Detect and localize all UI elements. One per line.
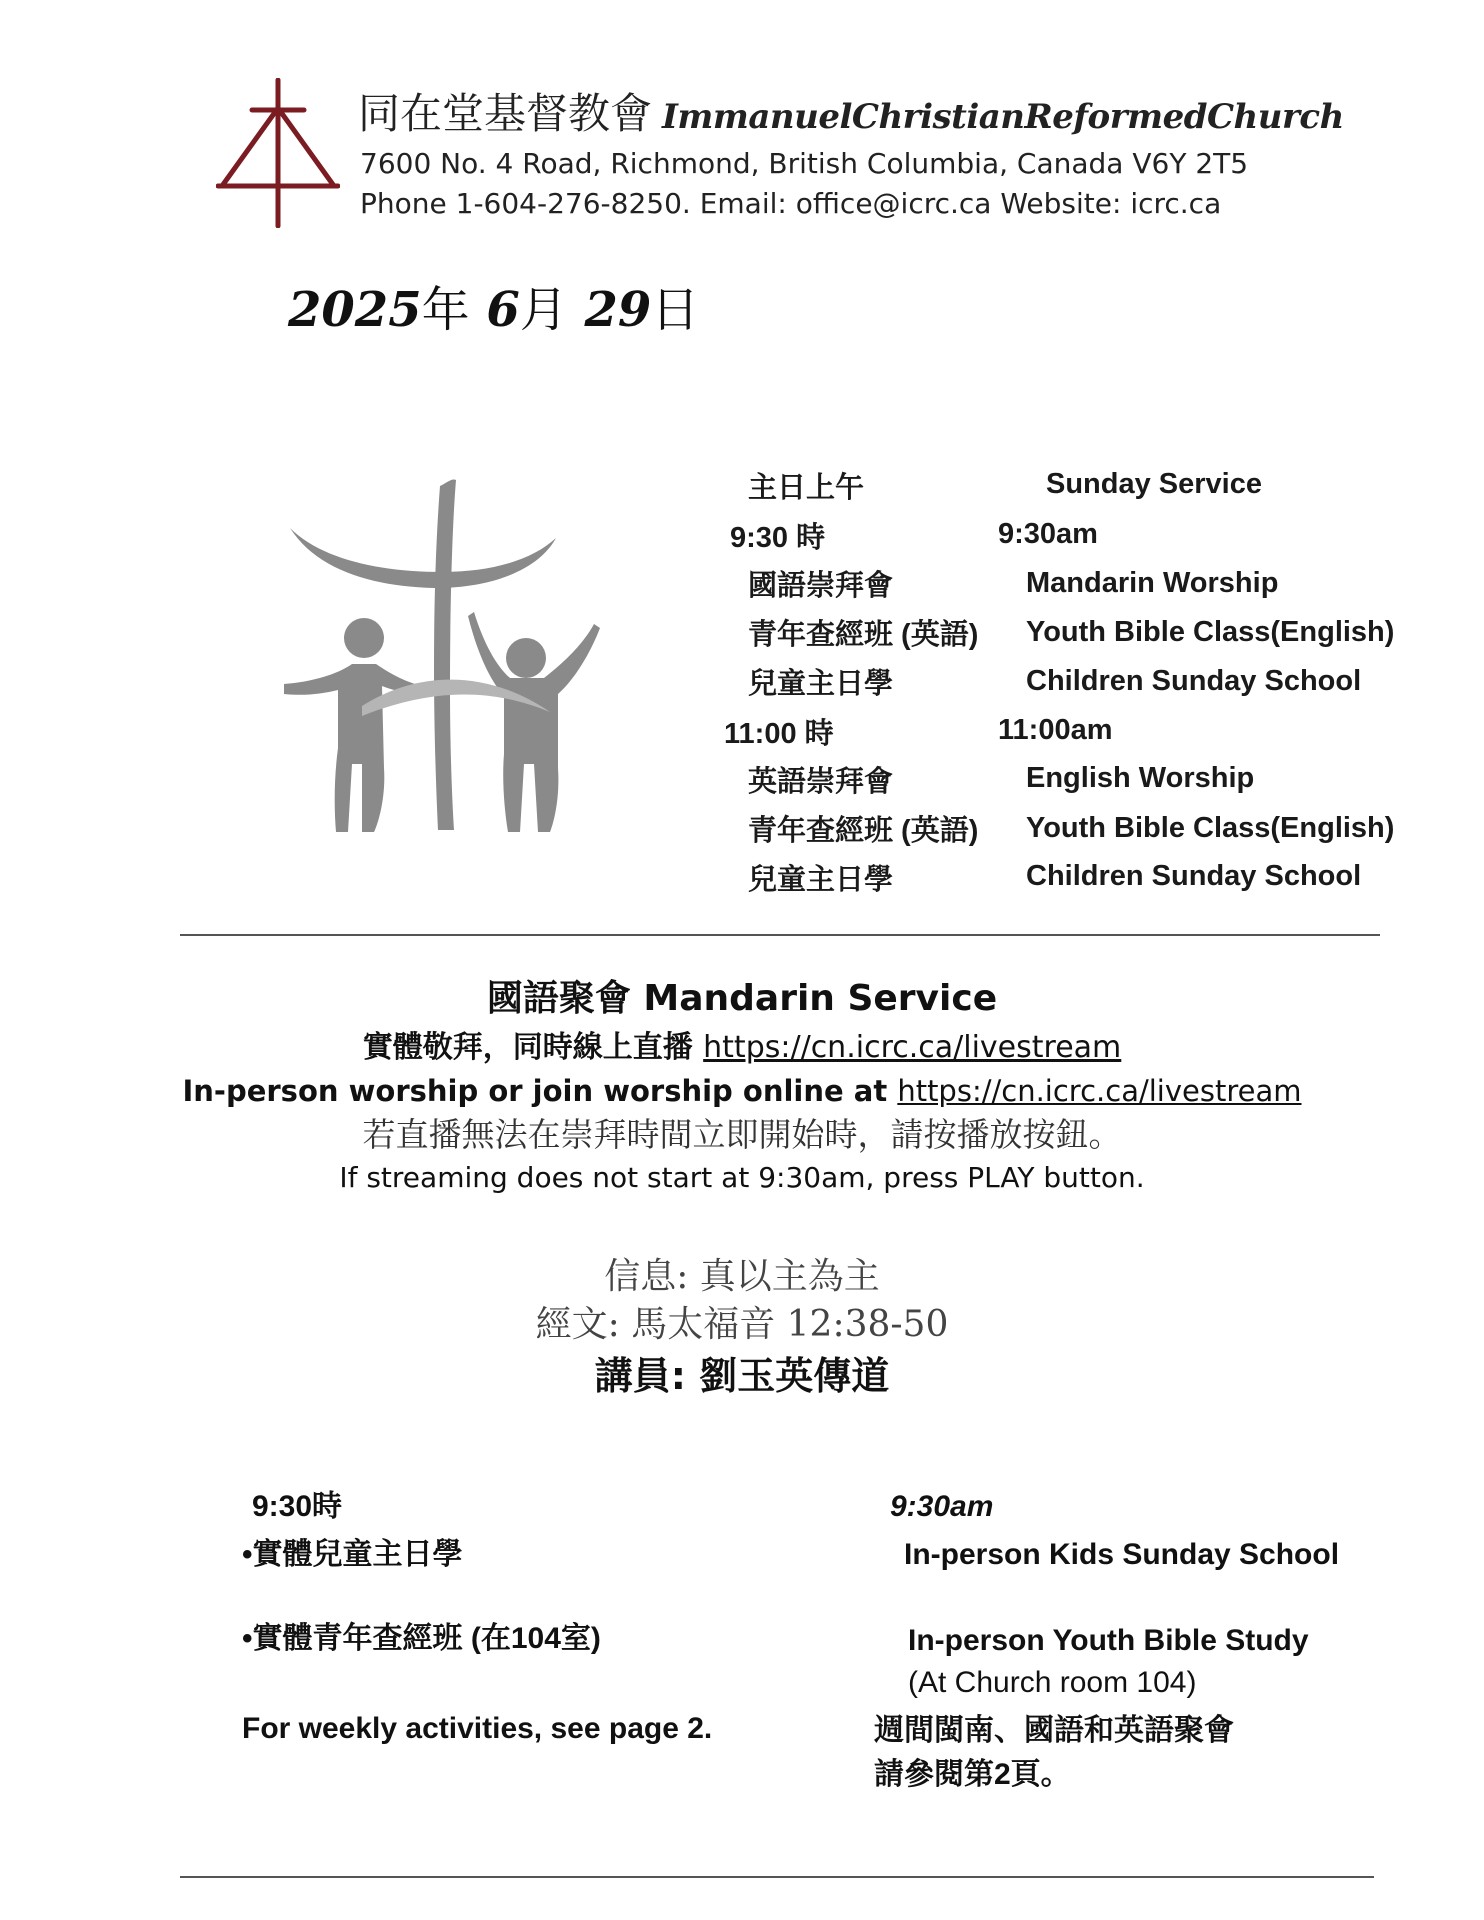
- schedule-en-time-930: 9:30am: [998, 518, 1098, 550]
- activities-en-youth-room: (At Church room 104): [908, 1666, 1197, 1699]
- bulletin-date: [288, 280, 699, 340]
- activities-en-time: 9:30am: [890, 1490, 994, 1523]
- date-year-char: 年: [421, 282, 470, 338]
- date-month: 6: [486, 282, 520, 338]
- livestream-en-link[interactable]: https://cn.icrc.ca/livestream: [897, 1074, 1302, 1108]
- livestream-zh-line: [0, 1028, 1484, 1068]
- schedule-en-children-school-2: Children Sunday School: [1026, 860, 1362, 892]
- activities-en-youth-study: In-person Youth Bible Study: [908, 1624, 1309, 1657]
- divider-bottom: [180, 1876, 1374, 1878]
- date-month-char: 月: [519, 282, 568, 338]
- divider-top: [180, 934, 1380, 936]
- church-name: [358, 88, 1344, 143]
- schedule-zh-time-1100: 11:00 時: [724, 718, 834, 750]
- activities-zh-time: 9:30時: [252, 1490, 343, 1523]
- schedule-en-youth-class-1: Youth Bible Class(English): [1026, 616, 1395, 648]
- sermon-speaker: 講員: 劉玉英傳道: [594, 1354, 890, 1398]
- activities-zh-youth-study: •實體青年查經班 (在104室): [242, 1622, 601, 1655]
- schedule-zh-children-school-2: 兒童主日學: [748, 864, 894, 896]
- activities-weekly-note-zh-1: 週間閩南、國語和英語聚會: [874, 1714, 1234, 1747]
- schedule-zh-time-930: 9:30 時: [730, 522, 826, 554]
- streaming-note-zh: 若直播無法在崇拜時間立即開始時，請按播放按鈕。: [362, 1115, 1122, 1154]
- sermon-scripture: 經文: 馬太福音 12:38-50: [535, 1304, 949, 1345]
- schedule-en-mandarin-worship: Mandarin Worship: [1026, 567, 1279, 599]
- livestream-en-line: [0, 1072, 1484, 1110]
- livestream-zh-link[interactable]: https://cn.icrc.ca/livestream: [703, 1030, 1122, 1065]
- schedule-zh-youth-class-1: 青年查經班 (英語): [748, 619, 979, 651]
- streaming-note-en: If streaming does not start at 9:30am, press PLAY button.: [339, 1161, 1145, 1194]
- church-name-zh: 同在堂基督教會: [358, 89, 653, 138]
- church-name-en: ImmanuelChristianReformedChurch: [662, 97, 1344, 137]
- schedule-zh-mandarin-worship: 國語崇拜會: [748, 570, 894, 602]
- livestream-zh-text: 實體敬拜，同時線上直播: [362, 1030, 704, 1065]
- schedule-en-children-school-1: Children Sunday School: [1026, 665, 1362, 697]
- schedule-zh-children-school-1: 兒童主日學: [748, 668, 894, 700]
- schedule-en-sunday-service: Sunday Service: [1046, 468, 1262, 500]
- date-day-char: 日: [651, 282, 700, 338]
- church-contact: Phone 1-604-276-8250. Email: office@icrc.ca Website: icrc.ca: [360, 187, 1222, 220]
- schedule-en-time-1100: 11:00am: [998, 714, 1113, 746]
- schedule-zh-youth-class-2: 青年查經班 (英語): [748, 815, 979, 847]
- schedule-zh-sunday-am: 主日上午: [748, 472, 865, 504]
- schedule-en-english-worship: English Worship: [1026, 762, 1255, 794]
- activities-zh-kids-school: •實體兒童主日學: [242, 1538, 463, 1571]
- livestream-en-text: In-person worship or join worship online at: [182, 1074, 898, 1108]
- activities-en-kids-school: In-person Kids Sunday School: [904, 1538, 1340, 1571]
- schedule-zh-english-worship: 英語崇拜會: [748, 766, 894, 798]
- activities-weekly-note-zh-2: 請參閱第2頁。: [874, 1758, 1071, 1791]
- cross-people-figure-icon: [282, 468, 604, 840]
- sermon-message: 信息: 真以主為主: [604, 1256, 880, 1297]
- activities-weekly-note-en: For weekly activities, see page 2.: [242, 1712, 713, 1745]
- date-day: 29: [584, 282, 652, 338]
- schedule-en-youth-class-2: Youth Bible Class(English): [1026, 812, 1395, 844]
- mandarin-service-title: 國語聚會 Mandarin Service: [486, 978, 998, 1019]
- church-address: 7600 No. 4 Road, Richmond, British Columbia, Canada V6Y 2T5: [360, 147, 1249, 180]
- church-logo-icon: [216, 78, 340, 228]
- date-year: 2025: [288, 282, 422, 338]
